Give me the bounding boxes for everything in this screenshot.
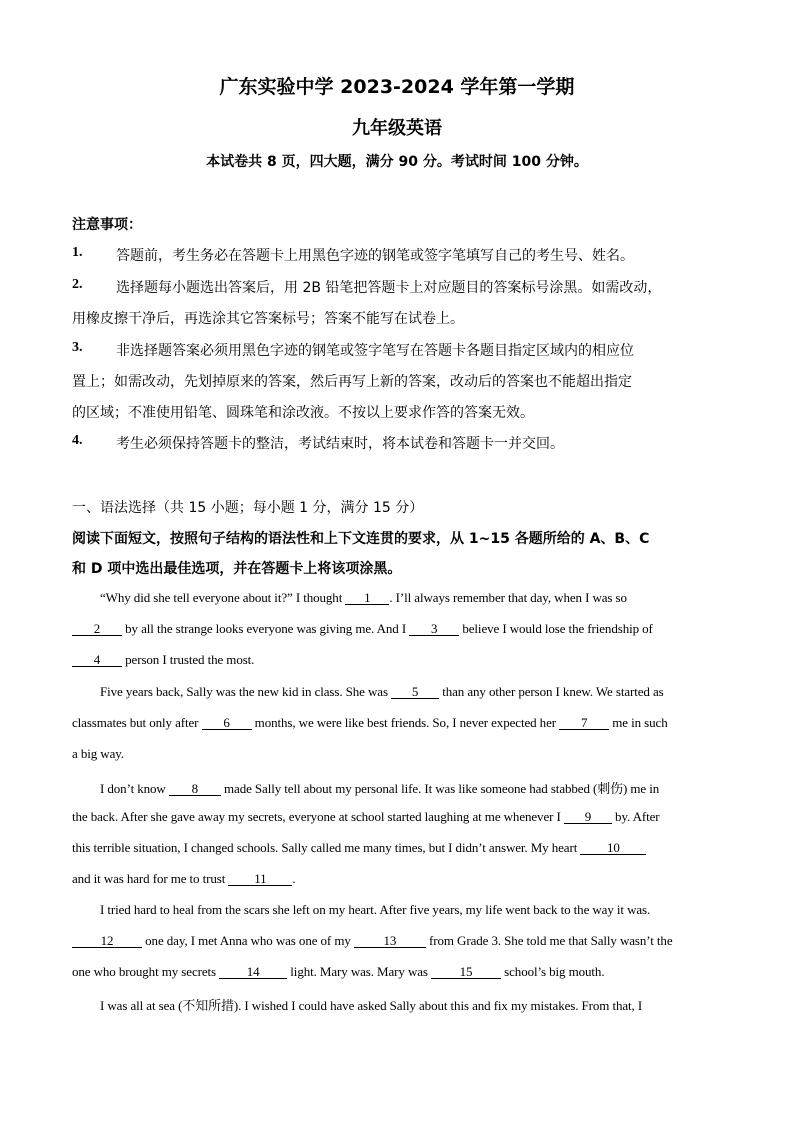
blank-3[interactable]: 3 xyxy=(409,622,459,636)
blank-1[interactable]: 1 xyxy=(345,591,389,605)
notice-item-number: 2. xyxy=(72,277,83,292)
notice-item-text: 非选择题答案必须用黑色字迹的钢笔或签字笔写在答题卡各题目指定区域内的相应位 xyxy=(116,343,634,359)
blank-10[interactable]: 10 xyxy=(580,841,646,855)
blank-13[interactable]: 13 xyxy=(354,934,426,948)
passage-line: and it was hard for me to trust 11 . xyxy=(72,871,296,886)
passage-line: a big way. xyxy=(72,746,124,761)
passage-line: I was all at sea (不知所措). I wished I could have asked Sally about this and fix my mistakes. From that, I xyxy=(100,998,643,1013)
passage-line: the back. After she gave away my secrets, everyone at school started laughing at me whenever I 9 by. After xyxy=(72,809,660,824)
blank-5[interactable]: 5 xyxy=(391,685,439,699)
notice-item-text: 选择题每小题选出答案后，用 2B 铅笔把答题卡上对应题目的答案标号涂黑。如需改动， xyxy=(116,280,662,296)
exam-info: 本试卷共 8 页，四大题，满分 90 分。考试时间 100 分钟。 xyxy=(206,154,588,170)
blank-8[interactable]: 8 xyxy=(169,782,221,796)
blank-6[interactable]: 6 xyxy=(202,716,252,730)
notice-item-number: 1. xyxy=(72,245,83,260)
blank-4[interactable]: 4 xyxy=(72,653,122,667)
blank-7[interactable]: 7 xyxy=(559,716,609,730)
blank-14[interactable]: 14 xyxy=(219,965,287,979)
notice-item-number: 3. xyxy=(72,340,83,355)
blank-12[interactable]: 12 xyxy=(72,934,142,948)
passage-line: Five years back, Sally was the new kid in class. She was 5 than any other person I knew. We started as xyxy=(100,684,664,699)
passage-line: “Why did she tell everyone about it?” I thought 1 . I’ll always remember that day, when I was so xyxy=(100,590,627,605)
blank-11[interactable]: 11 xyxy=(228,872,292,886)
passage-line: 4 person I trusted the most. xyxy=(72,652,254,668)
passage-line: 12 one day, I met Anna who was one of my 13 from Grade 3. She told me that Sally wasn’t the xyxy=(72,933,673,949)
passage-line: I don’t know 8 made Sally tell about my personal life. It was like someone had stabbed (刺伤) me in xyxy=(100,781,660,796)
school-title: 广东实验中学 2023-2024 学年第一学期 xyxy=(219,76,575,98)
notice-item-text: 考生必须保持答题卡的整洁，考试结束时，将本试卷和答题卡一并交回。 xyxy=(116,436,564,452)
notice-item-number: 4. xyxy=(72,433,83,448)
notice-item-text: 用橡皮擦干净后，再选涂其它答案标号；答案不能写在试卷上。 xyxy=(72,311,464,327)
section-instructions: 和 D 项中选出最佳选项，并在答题卡上将该项涂黑。 xyxy=(72,561,402,577)
passage-line: this terrible situation, I changed schools. Sally called me many times, but I didn’t answer. My heart 10 xyxy=(72,840,646,856)
blank-9[interactable]: 9 xyxy=(564,810,612,824)
notice-item-text: 答题前，考生务必在答题卡上用黑色字迹的钢笔或签字笔填写自己的考生号、姓名。 xyxy=(116,248,634,264)
section-instructions: 阅读下面短文，按照句子结构的语法性和上下文连贯的要求，从 1~15 各题所给的 A、B、C xyxy=(72,531,650,547)
exam-title: 九年级英语 xyxy=(352,118,442,139)
notice-item-text: 的区域；不准使用铅笔、圆珠笔和涂改液。不按以上要求作答的答案无效。 xyxy=(72,405,534,421)
passage-line: 2 by all the strange looks everyone was giving me. And I 3 believe I would lose the friendship of xyxy=(72,621,653,637)
notice-heading: 注意事项： xyxy=(72,217,142,233)
notice-item-text: 置上；如需改动，先划掉原来的答案，然后再写上新的答案，改动后的答案也不能超出指定 xyxy=(72,374,632,390)
passage-line: classmates but only after 6 months, we were like best friends. So, I never expected her 7 me in such xyxy=(72,715,668,730)
passage-line: one who brought my secrets 14 light. Mary was. Mary was 15 school’s big mouth. xyxy=(72,964,605,979)
blank-15[interactable]: 15 xyxy=(431,965,501,979)
passage-line: I tried hard to heal from the scars she left on my heart. After five years, my life went back to the way it was. xyxy=(100,902,651,917)
section-heading: 一、语法选择（共 15 小题；每小题 1 分，满分 15 分） xyxy=(72,500,424,516)
blank-2[interactable]: 2 xyxy=(72,622,122,636)
